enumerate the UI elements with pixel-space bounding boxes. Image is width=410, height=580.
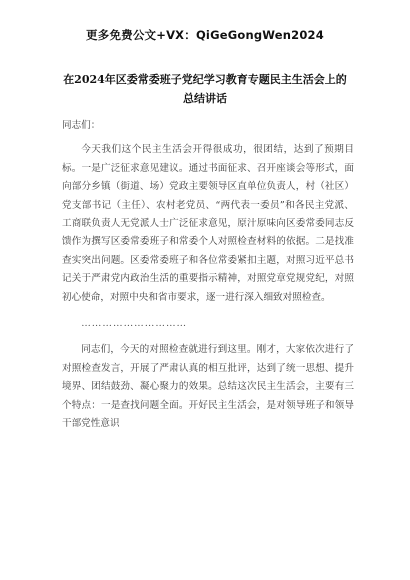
paragraph-1: 今天我们这个民主生活会开得很成功，很团结，达到了预期目标。一是广泛征求意见建议。通过书面征求、召开座谈会等形式，面向部分乡镇（街道、场）党政主要领导区直单位负责人，村（社区）党支部书记（主任）、农村老党员、“两代表一委员”和各民主党派、工商联负责人无党派人士广泛征求意见，原汁原味向区委常委同志反馈作为撰写区委常委班子和常委个人对照检查材料的依据。二是找准查实突出问题。区委常委班子和各位常委紧扣主题，对照习近平总书记关于严肃党内政治生活的重要指示精神，对照党章党规党纪，对照初心使命，对照中央和省市要求，逐一进行深入细致对照检查。 — [62, 144, 354, 303]
greeting: 同志们： — [62, 120, 101, 131]
title-line-2: 总结讲话 — [183, 92, 227, 105]
paragraph-2: 同志们，今天的对照检查就进行到这里。刚才，大家依次进行了对照检查发言，开展了严肃认真的相互批评，达到了统一思想、提升境界、团结鼓劲、凝心聚力的效果。总结这次民主生活会，主要有三个特点：一是查找问题全面。开好民主生活会，是对领导班子和领导干部党性意识 — [62, 344, 354, 430]
document-body — [62, 117, 354, 434]
title-line-1: 在2024年区委常委班子党纪学习教育专题民主生活会上的 — [63, 73, 347, 86]
document-title — [50, 70, 360, 108]
ellipsis-separator: ………………………… — [81, 318, 188, 330]
page-header: 更多免费公文+VX：QiGeGongWen2024 — [86, 28, 324, 42]
